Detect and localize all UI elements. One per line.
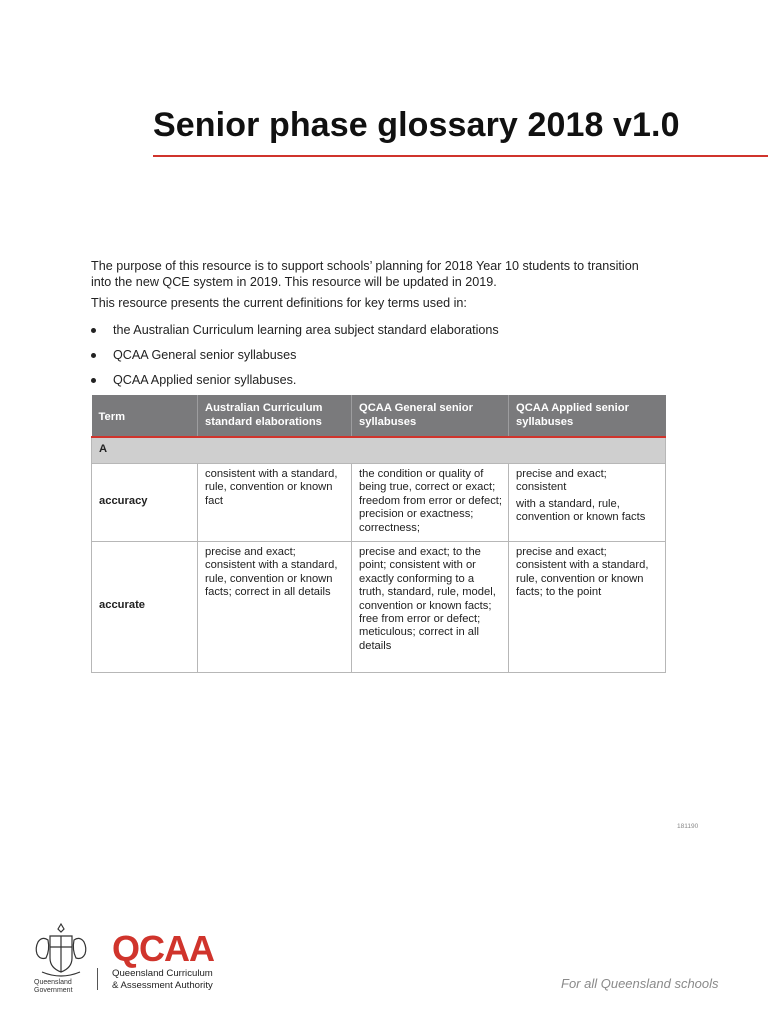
column-header-term: Term — [92, 395, 198, 437]
title-underline — [153, 155, 768, 157]
footer-tagline: For all Queensland schools — [561, 976, 719, 991]
term-cell: accurate — [92, 542, 198, 673]
qcaa-general-cell: the condition or quality of being true, correct or exact; freedom from error or defect; precision or exactness; correctness; — [352, 464, 509, 542]
qcaa-applied-cell: precise and exact; consistent with a standard, rule, convention or known facts; to the point — [509, 542, 666, 673]
document-number: 181190 — [677, 823, 699, 830]
bullet-icon — [91, 378, 96, 383]
qcaa-applied-line-2: with a standard, rule, convention or known facts — [516, 497, 646, 524]
qcaa-logo: QCAA — [112, 928, 214, 969]
page-title: Senior phase glossary 2018 v1.0 — [153, 106, 680, 144]
qcaa-applied-cell — [509, 464, 666, 542]
list-item: the Australian Curriculum learning area subject standard elaborations — [91, 322, 499, 347]
qcaa-general-cell: precise and exact; to the point; consistent with or exactly conforming to a truth, standard, rule, model, convention or known facts; free from error or defect; meticulous; correct in all details — [352, 542, 509, 673]
table-row — [92, 464, 666, 542]
qcaa-applied-line-1: precise and exact; consistent — [516, 468, 607, 494]
intro-paragraph-2: This resource presents the current definitions for key terms used in: — [91, 296, 467, 310]
crest-label: Queensland Government — [34, 979, 73, 994]
logo-divider — [97, 968, 98, 990]
table-row — [92, 542, 666, 673]
bullet-icon — [91, 353, 96, 358]
australian-curriculum-cell: precise and exact; consistent with a standard, rule, convention or known facts; correct in all details — [198, 542, 352, 673]
table-header-row — [92, 395, 666, 437]
term-cell: accuracy — [92, 464, 198, 542]
section-letter-row — [92, 437, 666, 464]
glossary-table — [91, 395, 666, 673]
column-header-qcaa-applied: QCAA Applied senior syllabuses — [509, 395, 666, 437]
section-letter: A — [92, 437, 666, 464]
australian-curriculum-cell: consistent with a standard, rule, convention or known fact — [198, 464, 352, 542]
list-item: QCAA General senior syllabuses — [91, 347, 499, 372]
intro-text — [91, 259, 651, 312]
intro-paragraph-1: The purpose of this resource is to support schools’ planning for 2018 Year 10 students to transition into the new QCE system in 2019. This resource will be updated in 2019. — [91, 259, 639, 289]
column-header-qcaa-general: QCAA General senior syllabuses — [352, 395, 509, 437]
usage-list — [91, 322, 499, 397]
bullet-icon — [91, 328, 96, 333]
column-header-australian-curriculum: Australian Curriculum standard elaborations — [198, 395, 352, 437]
qcaa-organisation-name: Queensland Curriculum & Assessment Authority — [112, 968, 213, 991]
list-item: QCAA Applied senior syllabuses. — [91, 372, 499, 397]
